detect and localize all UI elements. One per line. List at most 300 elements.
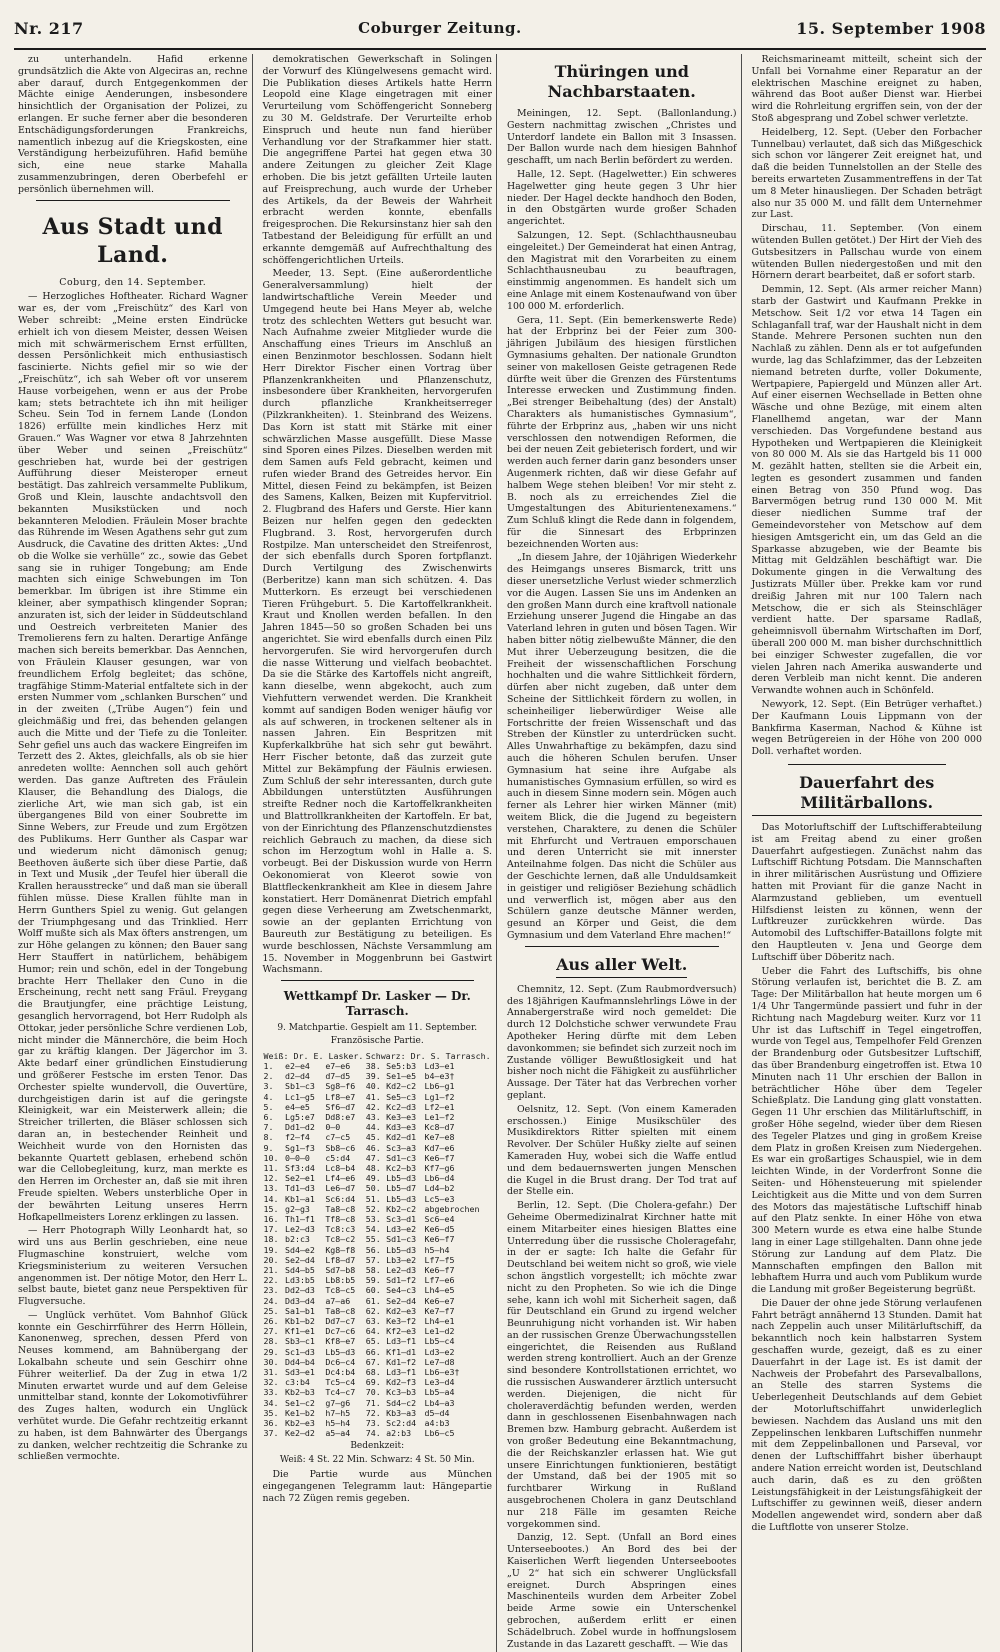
chess-move-cell: Sf3:d4 (284, 1162, 315, 1173)
chess-move-cell: Le6—d7 (325, 1183, 356, 1194)
chess-move-cell: Ta8—c8 (325, 1305, 356, 1316)
chess-move-row (263, 1183, 493, 1193)
chess-move-cell: Lb3—e2 (386, 1254, 417, 1265)
section-heading: Thüringen und Nachbarstaaten. (547, 62, 696, 101)
chess-move-cell: 4. (263, 1091, 274, 1102)
chess-move-cell: 36. (263, 1418, 279, 1429)
chess-move-cell: Lf2—e1 (424, 1101, 455, 1112)
chess-move-cell: Lc8—b4 (325, 1162, 356, 1173)
chess-move-cell: 17. (263, 1224, 279, 1235)
chess-move-cell: Lb8:b5 (325, 1275, 356, 1286)
chess-move-cell: Lb6—g1 (424, 1081, 455, 1092)
chess-move-cell: 70. (365, 1387, 381, 1398)
chess-move-cell: Lh4—e1 (424, 1316, 455, 1327)
chess-move-row (263, 1418, 493, 1428)
chess-move-cell: 12. (263, 1173, 279, 1184)
article-paragraph: Berlin, 12. Sept. (Die Cholera-gefahr.) Der Geheime Obermedizinalrat Kirchner hatte mit einem Mitarbeiter eines hiesigen Blattes eine Unterredung über die russische Choleragefahr, in der er sagte: Ich halte die Gefahr für Deutschland bei weitem nicht so groß, wie viele schon ängstlich vorgestellt; ich möchte zwar nicht zu den Propheten. So wie ich die Dinge sehe, kann ich wohl mit Sicherheit sagen, daß für Deutschland ein Grund zu irgend welcher Beunruhigung nicht vorhanden ist. Wir haben an der russischen Grenze Überwachungsstellen eingerichtet, die Reisenden aus Rußland werden streng kontrolliert. Auch an der Grenze sind besondere Kontrollstationen errichtet, wo die russischen Auswanderer ärztlich untersucht werden. Diejenigen, die nicht für choleraverdächtig befunden werden, werden dann in geschlossenen Eisenbahnwagen nach Bremen bzw. Hamburg gebracht. Außerdem ist von großer Bedeutung eine Bekanntmachung, die der Reichskanzler erlassen hat. Wie gut unsere Einrichtungen funktionieren, bestätigt der Umstand, daß bei der 1905 mit so furchtbarer Wirkung in Rußland ausgebrochenen Cholera in ganz Deutschland nur 218 Fälle im gesamten Reiche vorgekommen sind. (507, 1200, 737, 1530)
article-paragraph: Das Motorluftschiff der Luftschifferabteilung ist am Freitag abend zu einer großen Dauerfahrt aufgestiegen. Zunächst nahm das Luftschiff Richtung Potsdam. Die Mannschaften in ihrer militärischen Ausrüstung und Offiziere hatten mit Proviant für die ganze Nacht in Alarmzustand geblieben, um eventuell Hilfsdienst leisten zu können, wenn der Luftkreuzer zurückkehren würde. Das Automobil des Luftschiffer-Bataillons folgte mit den Hauptleuten v. Jena und George dem Luftschiff über Döberitz nach. (751, 822, 982, 963)
chess-move-cell: Sd4—e2 (284, 1244, 315, 1255)
chess-move-cell: 56. (365, 1244, 381, 1255)
chess-move-cell: Dc6—c4 (325, 1356, 356, 1367)
chess-move-cell: Sg1—f3 (284, 1142, 315, 1153)
chess-move-cell: Sc6—e4 (424, 1214, 455, 1224)
chess-move-cell: 31. (263, 1367, 279, 1378)
chess-move-cell: Sa1—b1 (284, 1305, 315, 1316)
article-paragraph: demokratischen Gewerkschaft in Solingen der Vorwurf des Klüngelwesens gemacht wird. Die Publikation dieses Artikels hatte Herrn Leopold eine Klage eingetragen mit einer Verurteilung vom Schöffengericht Sonneberg zu 30 M. Geldstrafe. Der Verurteilte erhob Einspruch und heute nun fand hierüber Verhandlung vor der Strafkammer hier statt. Die angegriffene Partei hat gegen etwa 30 andere Zeitungen zu gleicher Zeit Klage erhoben. Die bis jetzt gefällten Urteile lauten auf Freisprechung, auch wurde der Urheber des Artikels, da der Beweis der Wahrheit erbracht werden konnte, ebenfalls freigesprochen. Die Rekursinstanz hier sah den Tatbestand der Beleidigung für erfüllt an und erkannte demgemäß auf Aufrechthaltung des schöffengerichtlichen Urteils. (262, 54, 492, 266)
chess-black-label: Schwarz: Dr. S. Tarrasch. (365, 1050, 491, 1061)
chess-move-cell: Sc3—d1 (386, 1214, 417, 1224)
chess-move-cell: Ke1—b2 (284, 1407, 315, 1418)
chess-move-cell: Sd3—e1 (284, 1367, 315, 1378)
chess-header-row (263, 1051, 493, 1061)
chess-move-cell: Dd7—c7 (325, 1316, 356, 1327)
chess-move-cell: 28. (263, 1336, 279, 1347)
chess-move-cell: Lf7—e6 (424, 1275, 455, 1286)
chess-move-row (263, 1265, 493, 1275)
chess-move-cell: Se5—c3 (386, 1091, 417, 1102)
chess-opening: Französische Partie. (330, 1035, 424, 1046)
chess-move-cell: c7—c5 (325, 1132, 351, 1143)
chess-move-cell: a4:b3 (424, 1418, 450, 1429)
chess-move-row (263, 1357, 493, 1367)
chess-move-cell: 11. (263, 1162, 279, 1173)
chess-move-cell: 71. (365, 1397, 381, 1408)
chess-move-cell: Ld3—e1 (424, 1060, 455, 1071)
chess-move-cell: Kf1—d1 (386, 1346, 417, 1357)
chess-move-cell: Lb6—e3† (424, 1367, 460, 1378)
chess-move-cell: h5—h4 (325, 1418, 351, 1429)
column-1 (14, 54, 253, 1652)
chess-move-cell: e4—e5 (284, 1101, 310, 1112)
article-paragraph: Ueber die Fahrt des Luftschiffs, bis ohne Störung verlaufen ist, berichtet die B. Z. am Tage: Der Militärballon hat heute morgen um 6 1/4 Uhr Tangermünde passiert und fuhr in der Richtung nach Magdeburg weiter. Kurz vor 11 Uhr ist das Luftschiff in Tegel eingetroffen, wurde von Tegel aus, Tempelhofer Feld Grenzen der Brandenburg oder Gutsbesitzer Luftschiff, das über Brandenburg eingetroffen ist. Etwa 10 Minuten nach 11 Uhr erschien der Ballon in beträchtlicher Höhe über dem Tegeler Schießplatz. Die Landung ging glatt vonstatten. Gegen 11 Uhr erschien das Militärluftschiff, in großer Höhe segelnd, wieder über dem Riesen des Tegeler Platzes und ging in großem Kreise dem Platz in großen Kreisen zum Niedergehen. Es war ein großartiges Schauspiel, wie in dem leichten Winde, in der Vorderfront Sonne die Seiten- und Höhensteuerung mit spielender Leichtigkeit aus die Mitte und von dem Surren des Motors das majestätische Luftschiff hinab auf den Platz senkte. In einer Höhe von etwa 300 Metern wurde es etwa eine halbe Stunde lang in einer Lage stillgehalten. Dann ohne jede Störung zur Landung auf dem Platz. Die Mannschaften empfingen den Ballon mit lebhaftem Hurra und auch vom Publikum wurde die Landung mit großer Begeisterung begrüßt. (751, 965, 982, 1296)
chess-move-cell: Kc2—d3 (386, 1101, 417, 1112)
chess-move-cell: e2—e4 (284, 1060, 310, 1071)
chess-move-row (263, 1122, 493, 1132)
chess-move-cell: Lb5—d3 (386, 1173, 417, 1184)
chess-move-cell: c5:d4 (325, 1152, 351, 1163)
chess-move-cell: 35. (263, 1407, 279, 1418)
chess-move-cell: Sd4—c2 (386, 1397, 417, 1408)
chess-move-cell: Ld4—b2 (424, 1183, 455, 1194)
chess-move-cell: Ld3—f1 (386, 1367, 417, 1378)
chess-move-cell: d7—d5 (325, 1071, 351, 1082)
chess-move-row (263, 1428, 493, 1438)
article-paragraph: Reichsmarineamt mitteilt, scheint sich der Unfall bei Vornahme einer Reparatur an der elektrischen Maschine ereignet zu haben, während das Boot außer Dienst war. Hierbei wird die Rohrleitung ergriffen sein, von der der Stoß abgesprang und Zobel schwer verletzte. (751, 54, 982, 124)
article-paragraph: Chemnitz, 12. Sept. (Zum Raubmordversuch) des 18jährigen Kaufmannslehrlings Löwe in der Annabergerstraße wird noch gemeldet: Die durch 12 Dolchstiche schwer verwundete Frau Apotheker Hering dürfte mit dem Leben davonkommen; sie befindet sich zurzeit noch im Zustande völliger Bewußtlosigkeit und hat bisher noch nicht die Fähigkeit zu ausführlicher Aussage. Der Täter hat das Verbrechen vorher geplant. (507, 983, 737, 1101)
chess-move-cell: Tc8—c2 (325, 1234, 356, 1245)
column-2 (259, 54, 498, 1652)
chess-move-cell: Kf8—e7 (325, 1336, 356, 1347)
chess-move-cell: 0—0—0 (284, 1152, 310, 1163)
chess-move-cell: d2—d4 (284, 1071, 310, 1082)
chess-move-cell: Lb5—d7 (386, 1183, 417, 1194)
chess-move-cell: g2—g3 (284, 1203, 310, 1214)
chess-move-cell: 38. (365, 1060, 381, 1071)
chess-move-row (263, 1194, 493, 1204)
chess-move-cell: Dd1—d2 (284, 1122, 315, 1133)
chess-move-cell: 26. (263, 1316, 279, 1327)
chess-move-cell: Le3—d4 (424, 1377, 455, 1388)
divider (281, 980, 475, 981)
section-heading (507, 955, 737, 978)
chess-move-cell: 29. (263, 1346, 279, 1357)
chess-move-cell: 47. (365, 1152, 381, 1163)
chess-move-cell: 23. (263, 1285, 279, 1296)
chess-move-cell: a7—a6 (325, 1295, 351, 1306)
chess-move-row (263, 1112, 493, 1122)
chess-move-cell: 45. (365, 1132, 381, 1143)
chess-move-cell: 7. (263, 1122, 274, 1133)
chess-move-row (263, 1071, 493, 1081)
chess-move-cell: 15. (263, 1203, 279, 1214)
chess-move-cell: 65. (365, 1336, 381, 1347)
divider (788, 764, 947, 765)
chess-move-cell: Kf1—e1 (284, 1326, 315, 1337)
chess-move-cell: 57. (365, 1254, 381, 1265)
chess-move-cell: Kd2—e3 (386, 1305, 417, 1316)
chess-move-cell: 33. (263, 1387, 279, 1398)
chess-move-cell: Lc5—e3 (424, 1193, 455, 1204)
article-paragraph: — Unglück verhütet. Vom Bahnhof Glück konnte ein Geschirrführer des Herrn Höllein, Kanonenweg, sprechen, dessen Pferd von Neuses kommend, am Bahnübergang der Lokalbahn scheute und sein Geschirr ohne Führer weiterlief. Da der Zug in etwa 1/2 Minuten erwartet wurde und auf dem Geleise unmittelbar stand, konnte der Lokomotivführer des Zuges halten, wodurch ein Unglück verhütet wurde. Die Gefahr rechtzeitig erkannt zu haben, ist dem Bahnwärter des Übergangs zu danken, welcher rechtzeitig die Schranke zu schließen vermochte. (18, 1309, 248, 1463)
chess-move-cell: 58. (365, 1265, 381, 1276)
chess-move-cell: a2:b3 (386, 1428, 412, 1439)
issue-date: 15. September 1908 (796, 18, 986, 38)
chess-move-cell: Tc8—c5 (325, 1285, 356, 1296)
chess-move-cell: Se2—d4 (284, 1254, 315, 1265)
chess-move-cell: Kf2—e3 (386, 1326, 417, 1337)
chess-moves-body (263, 1061, 493, 1439)
chess-move-cell: 18. (263, 1234, 279, 1245)
chess-move-row (263, 1081, 493, 1091)
chess-move-cell: 42. (365, 1101, 381, 1112)
chess-move-cell: Lf8—e7 (325, 1091, 356, 1102)
chess-move-cell: 8. (263, 1132, 274, 1143)
chess-move-cell: Sg8—f6 (325, 1081, 356, 1092)
chess-move-row (263, 1173, 493, 1183)
chess-move-cell: Kd7—e6 (424, 1142, 455, 1153)
chess-move-row (263, 1092, 493, 1102)
article-paragraph: Heidelberg, 12. Sept. (Ueber den Forbacher Tunnelbau) verlautet, daß sich das Mißgeschick sich schon vor längerer Zeit ereignet hat, und daß die beiden Tunnelstollen an der Stelle des bereits erwarteten Zusammentreffens in der Tat um 8 Meter hinausliegen. Der Schaden beträgt also nur 35 000 M. und fällt dem Unternehmer zur Last. (751, 126, 982, 221)
chess-move-cell: 19. (263, 1244, 279, 1255)
article-paragraph: Danzig, 12. Sept. (Unfall an Bord eines Unterseebootes.) An Bord des bei der Kaiserlichen Werft liegenden Unterseebootes „U 2“ hat sich ein schwerer Unglücksfall ereignet. Durch Abspringen eines Maschinenteils wurden dem Arbeiter Zobel beide Arme sowie ein Unterschenkel gebrochen, außerdem erlitt er einen Schädelbruch. Zobel wurde in hoffnungslosem Zustande in das Lazarett geschafft. — Wie das (507, 1532, 737, 1650)
article-paragraph: Die Dauer der ohne jede Störung verlaufenen Fahrt beträgt annähernd 13 Stunden. Damit hat nach Zeppelin auch unser Militärluftschiff, da bekanntlich noch kein halbstarren System geschaffen wurde, gezeigt, daß es zu einer Dauerfahrt in der Lage ist. Es ist damit der Nachweis der Probefahrt des Parsevalballons, an Stelle des starren Systems die Ueberlegenheit Deutschlands auf dem Gebiet der Motorluftschiffahrt unwiderleglich bewiesen. Nachdem das Ausland uns mit den Zeppelinschen lenkbaren Luftschiffen nunmehr mit dem Zeppelinballonen und Parseval, vor denen der Luftschifffahrt bisher überhaupt andere Nation erreicht worden ist, Deutschland auch darin, daß es zu den größten Leistungsfähigkeit in der Leistungsfähigkeit der Luftschiffer zu gewinnen weiß, dieser andern Modellen angewendet wird, sondern aber daß die Luftflotte von unserer Stolze. (751, 1297, 982, 1534)
chess-move-row (263, 1316, 493, 1326)
chess-move-cell: Se2—d4 (386, 1295, 417, 1306)
chess-move-row (263, 1061, 493, 1071)
chess-move-cell: Th1—f1 (284, 1214, 315, 1224)
chess-move-cell: a5—a4 (325, 1428, 351, 1439)
article-paragraph: Oelsnitz, 12. Sept. (Von einem Kameraden erschossen.) Einige Musikschüler des Musikdirektors Ritter spielten mit einem Revolver. Der Schüler Hußky zielte auf seinen Kameraden Huy, wobei sich die Waffe entlud und dem bedauernswerten jungen Menschen die Kugel in die Brust drang. Der Tod trat auf der Stelle ein. (507, 1103, 737, 1198)
chess-move-cell: 73. (365, 1418, 381, 1429)
chess-move-row (263, 1296, 493, 1306)
chess-move-cell: Kd3—e3 (386, 1122, 417, 1133)
chess-move-cell: 48. (365, 1162, 381, 1173)
chess-move-cell: 55. (365, 1234, 381, 1245)
chess-move-cell: 69. (365, 1377, 381, 1388)
article-paragraph: Meeder, 13. Sept. (Eine außerordentliche Generalversammlung) hielt der landwirtschaftliche Verein Meeder und Umgegend heute bei Hans Meyer ab, welche trotz des schlechten Wetters gut besucht war. Nach Aufnahme zweier Mitglieder wurde die Anschaffung eines Trieurs im Anschluß an einen Benzinmotor beschlossen. Sodann hielt Herr Direktor Fischer einen Vortrag über Pflanzenkrankheiten und Pflanzenschutz, insbesondere über Krankheiten, hervorgerufen durch pflanzliche Krankheitserreger (Pilzkrankheiten). 1. Steinbrand des Weizens. Das Korn ist statt mit Stärke mit einer schwärzlichen Masse ausgefüllt. Diese Masse sind Sporen eines Pilzes. Dieselben werden mit dem Samen aufs Feld gebracht, keimen und rufen wieder Brand des Getreides hervor. Ein Mittel, diesen Feind zu bekämpfen, ist Beizen des Samens, Kalken, Beizen mit Kupfervitriol. 2. Flugbrand des Hafers und Gerste. Hier kann Beizen nur helfen gegen den gedeckten Flugbrand. 3. Rost, hervorgerufen durch Rostpilze. Man unterscheidet den Streifenrost, der sich ebenfalls durch Sporen fortpflanzt. Durch Vertilgung des Zwischenwirts (Berberitze) kann man sich schützen. 4. Das Mutterkorn. Es erzeugt bei verschiedenen Tieren Frühgeburt. 5. Die Kartoffelkrankheit. Kraut und Knollen werden befallen. In den Jahren 1845—50 so großen Schaden bei uns angerichtet. Sie wird ebenfalls durch einen Pilz hervorgerufen. Sie wird hervorgerufen durch die nasse Witterung und vielfach beobachtet. Da sie die Stärke des Kartoffels nicht angreift, kann dieselbe, wenn abgekocht, auch zum Viehfuttern verwendet werden. Die Krankheit kommt auf sandigen Boden weniger häufig vor als auf schweren, in trockenen seltener als in nassen Jahren. Ein Bespritzen mit Kupferkalkbrühe hat sich sehr gut bewährt. Herr Fischer betonte, daß das zurzeit gute Mittel zur Bekämpfung der Fäulnis erwiesen. Zum Schluß der sehr interessanten, durch gute Abbildungen unterstützten Ausführungen streifte Redner noch die Kartoffelkrankheiten und Blattrollkrankheiten der Kartoffeln. Er bat, von der Einrichtung des Pflanzenschutzdienstes reichlich Gebrauch zu machen, da diese sich schon im Herzogtum wohl in Halle a. S. vorbeugt. Bei der Diskussion wurde von Herrn Oekonomierat von Kleerot sowie von Blattfleckenkrankheit am Klee in diesem Jahre konstatiert. Herr Domänenrat Dietrich empfahl gegen diese Verheerung am Zwetschenmarkt, sowie an der geplanten Errichtung von Baureuth zur Bestätigung zu beteiligen. Es wurde beschlossen, Nächste Versammlung am 15. November in Moggenbrunn bei Gastwirt Wachsmann. (262, 268, 492, 976)
chess-move-cell: 27. (263, 1326, 279, 1337)
chess-move-cell: Le1—f2 (424, 1111, 455, 1122)
chess-move-cell: Ke3—e3 (386, 1111, 417, 1122)
chess-move-cell: Kb2—c2 (386, 1203, 417, 1214)
chess-move-cell: Ke2—d2 (284, 1428, 315, 1439)
chess-move-cell: e7—e6 (325, 1060, 351, 1071)
chess-move-cell: 37. (263, 1428, 279, 1439)
chess-move-cell: 53. (365, 1214, 381, 1224)
section-heading-text: Aus aller Welt. (556, 955, 687, 978)
chess-time: Weiß: 4 St. 22 Min. Schwarz: 4 St. 50 Min. (279, 1455, 475, 1466)
chess-move-cell: 41. (365, 1091, 381, 1102)
chess-move-cell: Sc3—a3 (386, 1142, 417, 1153)
chess-move-cell: 2. (263, 1071, 274, 1082)
chess-move-cell: Ld3—f1 (386, 1336, 417, 1347)
chess-move-cell: Dd3—d4 (284, 1295, 315, 1306)
chess-move-row (263, 1336, 493, 1346)
chess-move-cell: Sd4—b5 (284, 1265, 315, 1276)
chess-move-cell: b2:c3 (284, 1234, 310, 1245)
chess-move-row (263, 1285, 493, 1295)
chess-move-cell: 30. (263, 1356, 279, 1367)
chess-move-cell: 46. (365, 1142, 381, 1153)
column-4 (748, 54, 987, 1652)
chess-move-cell: Se1—e5 (386, 1071, 417, 1082)
chess-move-cell: 6. (263, 1111, 274, 1122)
article-paragraph: Die Partie wurde aus München eingegangenen Telegramm laut: Hängepartie nach 72 Zügen remis gegeben. (262, 1469, 492, 1504)
chess-move-cell: Ke7—f7 (424, 1305, 455, 1316)
chess-move-cell: 54. (365, 1224, 381, 1235)
chess-move-cell: Kb2—e3 (284, 1418, 315, 1429)
chess-move-cell: Kd2—f3 (386, 1377, 417, 1388)
chess-move-row (263, 1132, 493, 1142)
chess-move-cell: 25. (263, 1305, 279, 1316)
chess-move-cell: 67. (365, 1356, 381, 1367)
chess-move-cell: 61. (365, 1295, 381, 1306)
chess-move-cell: Tc5—c4 (325, 1377, 356, 1388)
article-paragraph: zu unterhandeln. Hafid erkenne grundsätzlich die Akte von Algeciras an, rechne aber darauf, durch Entgegenkommen der Mächte einige Aenderungen, insbesondere hinsichtlich der Organisation der Polizei, zu erlangen. Er suche ferner aber die besonderen Entschädigungsforderungen Frankreichs, namentlich inbezug auf die Kriegskosten, eine Verständigung herbeizuführen. Hafid bemühe sich, eine neue starke Mahalla zusammenzubringen, deren Oberbefehl er persönlich übernehmen will. (18, 54, 248, 195)
article-paragraph: Salzungen, 12. Sept. (Schlachthausneubau eingeleitet.) Der Gemeinderat hat einen Antrag, den Magistrat mit den Vorarbeiten zu einem Schlachthausneubau zu beauftragen, einstimmig angenommen. Es handelt sich um eine Anlage mit einem Kostenaufwand von über 100 000 M. erforderlich. (507, 229, 737, 312)
article-paragraph: Meiningen, 12. Sept. (Ballonlandung.) Gestern nachmittag zwischen „Christes und Unterdorf landete ein Ballon mit 3 Insassen. Der Ballon wurde nach dem hiesigen Bahnhof geschafft, um nach Berlin befördert zu werden. (507, 108, 737, 167)
chess-move-cell: Kb1—a1 (284, 1193, 315, 1204)
chess-move-cell: 59. (365, 1275, 381, 1286)
chess-move-cell: 9. (263, 1142, 274, 1153)
chess-move-row (263, 1234, 493, 1244)
divider (36, 200, 230, 201)
chess-moves-table (263, 1051, 493, 1439)
chess-move-cell: Ke3—f2 (386, 1316, 417, 1327)
article-paragraph: Gera, 11. Sept. (Ein bemerkenswerte Rede) hat der Erbprinz bei der Feier zum 300-jährigen Jubiläum des hiesigen fürstlichen Gymnasiums gehalten. Der nationale Grundton seiner von makellosen Geiste getragenen Rede dürfte weit über die Grenzen des Fürstentums Interesse erwecken und Zustimmung finden. „Bei strenger Beibehaltung (des) der Anstalt) Charakters als humanistisches Gymnasium“, führte der Erbprinz aus, „haben wir uns nicht verschlossen den notwendigen Reformen, die bei der neuen Zeit gebieterisch fordert, und wir werden auch ferner darin ganz besonders unser Augenmerk richten, daß wir diese Gefahr auf halbem Wege stehen bleiben! Vor mir steht z. B. noch als zu erreichendes Ziel die Umgestaltungen des Abiturientenexamens.“ Zum Schluß klingt die Rede dann in folgendem, für die Sinnesart des Erbprinzen bezeichnenden Worten aus: (507, 314, 737, 550)
chess-move-row (263, 1204, 493, 1214)
chess-move-row (263, 1163, 493, 1173)
columns (14, 54, 986, 1650)
chess-move-cell: Kd2—d1 (386, 1132, 417, 1143)
section-heading: Aus Stadt und Land. (42, 213, 223, 268)
article-paragraph: — Herr Photograph Willy Leonhardt hat, so wird uns aus Berlin geschrieben, eine neue Flugmaschine konstruiert, welche vom Kriegsministerium zu weiteren Versuchen angenommen ist. Der nötige Motor, den Herr L. selbst baute, bietet ganz neue Perspektiven für Flugversuche. (18, 1225, 248, 1308)
chess-move-row (263, 1102, 493, 1112)
chess-move-cell: Tc8:c3 (325, 1224, 356, 1235)
chess-move-row (263, 1398, 493, 1408)
chess-move-cell: Sb8—c6 (325, 1142, 356, 1153)
chess-move-cell: Dd8:e7 (325, 1111, 356, 1122)
chess-move-row (263, 1224, 493, 1234)
chess-move-cell: Lg1—f2 (424, 1091, 455, 1102)
chess-move-cell: Ke6—d5 (424, 1224, 455, 1235)
chess-move-cell: 51. (365, 1193, 381, 1204)
chess-move-cell: 3. (263, 1081, 274, 1092)
chess-move-cell: 34. (263, 1397, 279, 1408)
chess-move-row (263, 1214, 493, 1224)
chess-move-cell: Kb2—b3 (284, 1387, 315, 1398)
chess-move-cell: Sd1—c3 (386, 1152, 417, 1163)
chess-move-cell: b4—e3† (424, 1071, 455, 1082)
chess-move-cell: Kb1—b2 (284, 1316, 315, 1327)
chess-move-cell: Lf8—d7 (325, 1254, 356, 1265)
chess-move-row (263, 1255, 493, 1265)
chess-move-cell: Le2—d3 (284, 1224, 315, 1235)
chess-move-cell: 50. (365, 1183, 381, 1194)
chess-move-cell: Lb5—a4 (424, 1387, 455, 1398)
section-heading (752, 773, 983, 816)
chess-move-cell: Lh4—e5 (424, 1285, 455, 1296)
article-paragraph: Newyork, 12. Sept. (Ein Betrüger verhaftet.) Der Kaufmann Louis Lippmann von der Bankfirma Kaserman, Nachod & Kühne ist wegen Betrügereien in der Höhe von 200 000 Doll. verhaftet worden. (751, 699, 982, 758)
chess-move-cell: Sc1—d3 (284, 1346, 315, 1357)
section-heading-text: Dauerfahrt des Militärballons. (752, 773, 983, 816)
chess-move-cell: 72. (365, 1407, 381, 1418)
chess-move-cell: Ld3:b5 (284, 1275, 315, 1286)
chess-move-cell: Tf8—c8 (325, 1214, 356, 1224)
chess-move-cell: Sd7—b8 (325, 1265, 356, 1276)
chess-move-cell: Kd1—f2 (386, 1356, 417, 1367)
chess-move-cell: 10. (263, 1152, 279, 1163)
issue-number: Nr. 217 (14, 18, 84, 38)
chess-move-cell: Kc8—d7 (424, 1122, 455, 1133)
article-paragraph: Demmin, 12. Sept. (Als armer reicher Mann) starb der Gastwirt und Kaufmann Prekke in Metschow. Seit 1/2 vor etwa 14 Tagen ein Schlaganfall traf, war der Haushalt nicht in dem Stande. Mehrere Personen suchten nun den Nachlaß zu zählen. Denn als er tot aufgefunden wurde, lag das Schlafzimmer, das der Lebzeiten niemand betreten durfte, voller Dokumente, Wertpapiere, Papiergeld und Münzen aller Art. Auf einer eisernen Wechsellade in Betten ohne Wäsche und ohne Bezüge, mit einem alten Flanellhemd angetan, war der Mann verschieden. Das Vorgefundene bestand aus Hypotheken und Wertpapieren die Kleinigkeit von 80 000 M. Als sie das Hartgeld bis 11 000 M. gezählt hatten, stellten sie die Arbeit ein, legten es gesondert zusammen und fanden einen Betrag von 350 Pfund wog. Das Barvermögen betrug rund 130 000 M. Mit dieser niedlichen Summe traf der Gemeindevorsteher von Metschow auf dem hiesigen Amtsgericht ein, um das Geld an die Sparkasse abzugeben, wie der Beamte bis Mittag mit Geldzählen beschäftigt war. Die Dokumente gingen in die Verwaltung des Justizrats Müller über. Prekke kam vor rund dreißig Jahren mit nur 100 Talern nach Metschow, die er sich als Steinschläger verdient hatte. Der sparsame Radlaß, geheimnisvoll übernahm Wirtschaften im Dorf, überall 200 000 M. man bisher durchschnittlich bei einziger Schwester zugefallen, die vor vielen Jahren nach Amerika auswanderte und deren Verbleib man nicht kennt. Die anderen Verwandte wohnen auch in Schönfeld. (751, 284, 982, 697)
chess-move-cell: 68. (365, 1367, 381, 1378)
chess-move-cell: Ke6—e7 (424, 1295, 455, 1306)
chess-move-cell: 21. (263, 1265, 279, 1276)
chess-move-cell: 20. (263, 1254, 279, 1265)
chess-move-cell: Kf7—g6 (424, 1162, 455, 1173)
chess-move-cell: Lb5—d3 (386, 1193, 417, 1204)
chess-move-cell: Dd4—b4 (284, 1356, 315, 1367)
chess-move-cell: Kg8—f8 (325, 1244, 356, 1255)
chess-move-cell: 62. (365, 1305, 381, 1316)
chess-move-cell: 24. (263, 1295, 279, 1306)
chess-move-cell: 0—0 (325, 1122, 341, 1133)
chess-move-cell: 44. (365, 1122, 381, 1133)
chess-move-cell: Lb4—a3 (424, 1397, 455, 1408)
chess-move-cell: Dc7—c6 (325, 1326, 356, 1337)
chess-move-cell: Se2—e1 (284, 1173, 315, 1184)
chess-move-cell: 60. (365, 1285, 381, 1296)
chess-white-label: Weiß: Dr. E. Lasker. (263, 1050, 364, 1061)
chess-move-cell: Sb3—c1 (284, 1336, 315, 1347)
chess-move-cell: Lc1—g5 (284, 1091, 315, 1102)
chess-move-row (263, 1143, 493, 1153)
chess-move-cell: 1. (263, 1060, 274, 1071)
chess-move-cell: Lb6—d4 (424, 1173, 455, 1184)
chess-move-cell: 39. (365, 1071, 381, 1082)
chess-move-cell: Ld3—e2 (424, 1346, 455, 1357)
chess-move-cell: Lb5—d3 (386, 1244, 417, 1255)
dateline: Coburg, den 14. September. (59, 276, 207, 288)
chess-move-cell: Ld3—e2 (386, 1224, 417, 1235)
chess-move-cell: Dd2—d3 (284, 1285, 315, 1296)
chess-move-row (263, 1377, 493, 1387)
chess-move-cell: Ke6—f7 (424, 1152, 455, 1163)
chess-move-cell: Se4—c3 (386, 1285, 417, 1296)
chess-move-cell: Lb5—d3 (325, 1346, 356, 1357)
article-paragraph: „In diesem Jahre, der 10jährigen Wiederkehr des Heimgangs unseres Bismarck, tritt uns dieser unersetzliche Verlust wieder schmerzlich vor die Augen. Lassen Sie uns im Andenken an den großen Mann durch eine kraftvoll nationale Erziehung unserer Jugend die Hingabe an das Vaterland lehren in guten und bösen Tagen. Wir haben bitter nötig zielbewußte Männer, die den Mut ihrer Ueberzeugung besitzen, die die Freiheit der wissenschaftlichen Forschung hochhalten und die wahre Sittlichkeit fördern, dürfen aber nicht zugeben, daß unter dem Scheine der Sittlichkeit fördern zu wollen, in scheinheiliger lieberwürdiger Weise alle Fortschritte der freien Wissenschaft und das Streben der Künstler zu unterdrücken sucht. Alles Unwahrhaftige zu bekämpfen, dazu sind auch die höheren Schulen berufen. Unser Gymnasium hat seine ihre Aufgabe als humanistisches Gymnasium erfüllen, so wird es auch in diesem Sinne modern sein. Mögen auch ferner als Lehrer hier wirken Männer (mit) weitem Blick, die die Jugend zu begeistern verstehen, Charaktere, zu denen die Schüler mit Ehrfurcht und Vertrauen emporschauen und deren Unterricht sie mit innerster Anteilnahme folgen. Das nicht die Schüler aus der Geschichte lernen, daß alle Unduldsamkeit in geistiger und religiöser Beziehung schädlich und verwerflich ist, mögen aber aus den Schülern ganze deutsche Männer werden, gesund an Körper und Geist, die dem Gymnasium und dem Vaterland Ehre machen!“ (507, 552, 737, 941)
chess-move-cell: 52. (365, 1203, 381, 1214)
chess-move-row (263, 1387, 493, 1397)
chess-move-cell: 14. (263, 1193, 279, 1204)
chess-move-cell: Se1—c2 (284, 1397, 315, 1408)
chess-move-cell: Se5:b3 (386, 1060, 417, 1071)
chess-move-cell: 49. (365, 1173, 381, 1184)
chess-move-row (263, 1347, 493, 1357)
chess-move-cell: Ke6—f7 (424, 1234, 455, 1245)
chess-subtitle: 9. Matchpartie. Gespielt am 11. September. (277, 1023, 478, 1034)
chess-move-cell: Sb1—c3 (284, 1081, 315, 1092)
chess-time-label: Bedenkzeit: (350, 1441, 405, 1452)
chess-move-cell: Lb6—c5 (424, 1428, 455, 1439)
chess-move-cell: 22. (263, 1275, 279, 1286)
chess-move-cell: h5—h4 (424, 1244, 450, 1255)
chess-move-cell: Ta8—c8 (325, 1203, 356, 1214)
chess-move-cell: Ke7—e8 (424, 1132, 455, 1143)
chess-move-cell: Le2—d3 (386, 1265, 417, 1276)
chess-move-row (263, 1306, 493, 1316)
chess-move-row (263, 1408, 493, 1418)
chess-move-cell: g7—g6 (325, 1397, 351, 1408)
chess-move-cell: 66. (365, 1346, 381, 1357)
chess-move-row (263, 1245, 493, 1255)
chess-move-cell: Sc6:d4 (325, 1193, 356, 1204)
chess-move-cell: 16. (263, 1214, 279, 1224)
chess-move-cell: f2—f4 (284, 1132, 310, 1143)
masthead (14, 8, 986, 50)
chess-move-cell: Kc3—b3 (386, 1387, 417, 1398)
chess-move-cell: Sd1—f2 (386, 1275, 417, 1286)
chess-move-row (263, 1153, 493, 1163)
chess-move-cell: 74. (365, 1428, 381, 1439)
chess-move-cell: Dc4:b4 (325, 1367, 356, 1378)
chess-move-cell: Td1—d3 (284, 1183, 315, 1194)
chess-move-row (263, 1367, 493, 1377)
chess-move-cell: Kb3—a3 (386, 1407, 417, 1418)
chess-move-cell: Sd1—c3 (386, 1234, 417, 1245)
chess-move-cell: Kd2—c2 (386, 1081, 417, 1092)
chess-move-cell: Tc4—c7 (325, 1387, 356, 1398)
chess-move-cell: Le1—d2 (424, 1326, 455, 1337)
chess-move-cell: 43. (365, 1111, 381, 1122)
chess-move-cell: Ke6—f7 (424, 1265, 455, 1276)
chess-move-cell: 13. (263, 1183, 279, 1194)
chess-move-row (263, 1326, 493, 1336)
chess-move-cell: Lg5:e7 (284, 1111, 315, 1122)
chess-move-row (263, 1275, 493, 1285)
chess-move-cell: Kc2—b3 (386, 1162, 417, 1173)
chess-heading: Wettkampf Dr. Lasker — Dr. Tarrasch. (283, 989, 471, 1019)
chess-move-cell: 64. (365, 1326, 381, 1337)
article-paragraph: — Herzogliches Hoftheater. Richard Wagner war es, der vom „Freischütz“ des Karl von Weber schreibt: „Meine ersten Eindrücke erhielt ich von diesem Meister, dessen Weisen mich mit schwärmerischem Ernst erfüllten, dessen Persönlichkeit mich enthusiastisch fascinierte. Nichts gefiel mir so wie der „Freischütz“, ich sah Weber oft vor unserem Hause vorbeigehen, wenn er aus der Probe kam; stets betrachtete ich ihn mit heiliger Scheu. Sein Tod in fernem Lande (London 1826) erfüllte mein kindliches Herz mit Grauen.“ Was Wagner vor etwa 8 Jahrzehnten über Weber und seinen „Freischütz“ geschrieben hat, wurde bei der gestrigen Aufführung dieser Meisteroper erneut bestätigt. Das zahlreich versammelte Publikum, Groß und Klein, lauschte andachtsvoll den bekannten Musikstücken und noch bekannteren Melodien. Fräulein Moser brachte das Rührende im Wesen Agathens sehr gut zum Ausdruck, die Cavatine des dritten Aktes: „Und ob die Wolke sie verhülle“ zc., sowie das Gebet sang sie in ruhiger Tongebung; am Ende machten sich einige Schwebungen im Ton bemerkbar. Im übrigen ist ihre Stimme ein kleiner, aber sympathisch klingender Sopran; anzuraten ist, sich der leider in Süddeutschland und Oestreich verbreiteten Manier des Tremolierens fern zu halten. Derartige Anfänge machen sich bereits bemerkbar. Das Aennchen, von Fräulein Klauser gesungen, war von freundlichem Erfolg begleitet; das schöne, tragfähige Stimm-Material entfaltete sich in der ersten Nummer vom „schlanken Burschen“ und in der zweiten („Trübe Augen“) fein und gleichmäßig und frei, das behenden gelangen auch die Mitte und der Tiefe zu die Tonleiter. Sehr gefiel uns auch das wackere Eingreifen im Terzett des 2. Aktes, gleichfalls, als ob sie hier anredeten wollte: Aennchen soll auch gehört werden. Das ganze Auftreten des Fräulein Klauser, die Behandlung des Dialogs, die zierliche Art, wie man sich gab, ist ein übergangenes Bild von einer Soubrette im Sinne Webers, zur Freude und zum Ergötzen des Publikums. Herr Gunther als Caspar war und wiederum nicht dämonisch genug; Beethoven äußerte sich über diese Partie, daß in Text und Musik „der Teufel hier überall die Krallen herausstrecke“ und daß man sie überall fühlen müsse. Diese Krallen fühlte man in Herrn Gunthers Spiel zu wenig. Gut gelangen der Triumphgesang und das Trinklied. Herr Wolff mußte sich als Max öfters anstrengen, um zur Höhe gelangen zu können; den Bauer sang Herr Stauffert in natürlichem, behäbigem Humor; rein und schön, edel in der Tongebung brachte Herr Thellaker den Cuno in die Erscheinung, recht nett sang Fräul. Freygang die Brautjungfer, eine prächtige Leistung, gesanglich hervorragend, bot Herr Rudolph als Ottokar, jeder persönliche Schre verdienen Lob, nicht minder die Männerchöre, die beim Hoch gar zu kräftig klangen. Der Jägerchor im 3. Akte bedarf einer gründlichen Einstudierung und größerer Festsche im ersten Tenor. Das Orchester spielte wundervoll, die Ouvertüre, durchgeistigen darin ist auf die geringste Kleinigkeit, war ein Meisterwerk allein; die Streicher trillerten, die Bläser schlossen sich daran an, in bestechender Reinheit und Weichheit wurde von den Hornisten das bekannte Quartett geblasen, erhebend schön war die Cellobegleitung, kurz, man merkte es den Herren im Orchester an, daß sie mit ihren Freude spielten. Webers unsterbliche Oper in der bewährten Leitung unseres Herrn Hofkapellmeisters Lorenz erklingen zu lassen. (18, 291, 248, 1223)
chess-move-cell: 40. (365, 1081, 381, 1092)
article-paragraph: Halle, 12. Sept. (Hagelwetter.) Ein schweres Hagelwetter ging heute gegen 3 Uhr hier nieder. Der Hagel deckte handhoch den Boden, in den Obstgärten wurde großer Schaden angerichtet. (507, 168, 737, 228)
chess-move-cell: Lf7—f5 (424, 1254, 455, 1265)
chess-move-cell: 32. (263, 1377, 279, 1388)
article-paragraph: Dirschau, 11. September. (Von einem wütenden Bullen getötet.) Der Hirt der Vieh des Gutsbesitzers in Pallschau wurde von einem wütenden Bullen niedergestoßen und mit den Hörnern derart bearbeitet, daß er sofort starb. (751, 223, 982, 282)
chess-move-cell: h7—h5 (325, 1407, 351, 1418)
